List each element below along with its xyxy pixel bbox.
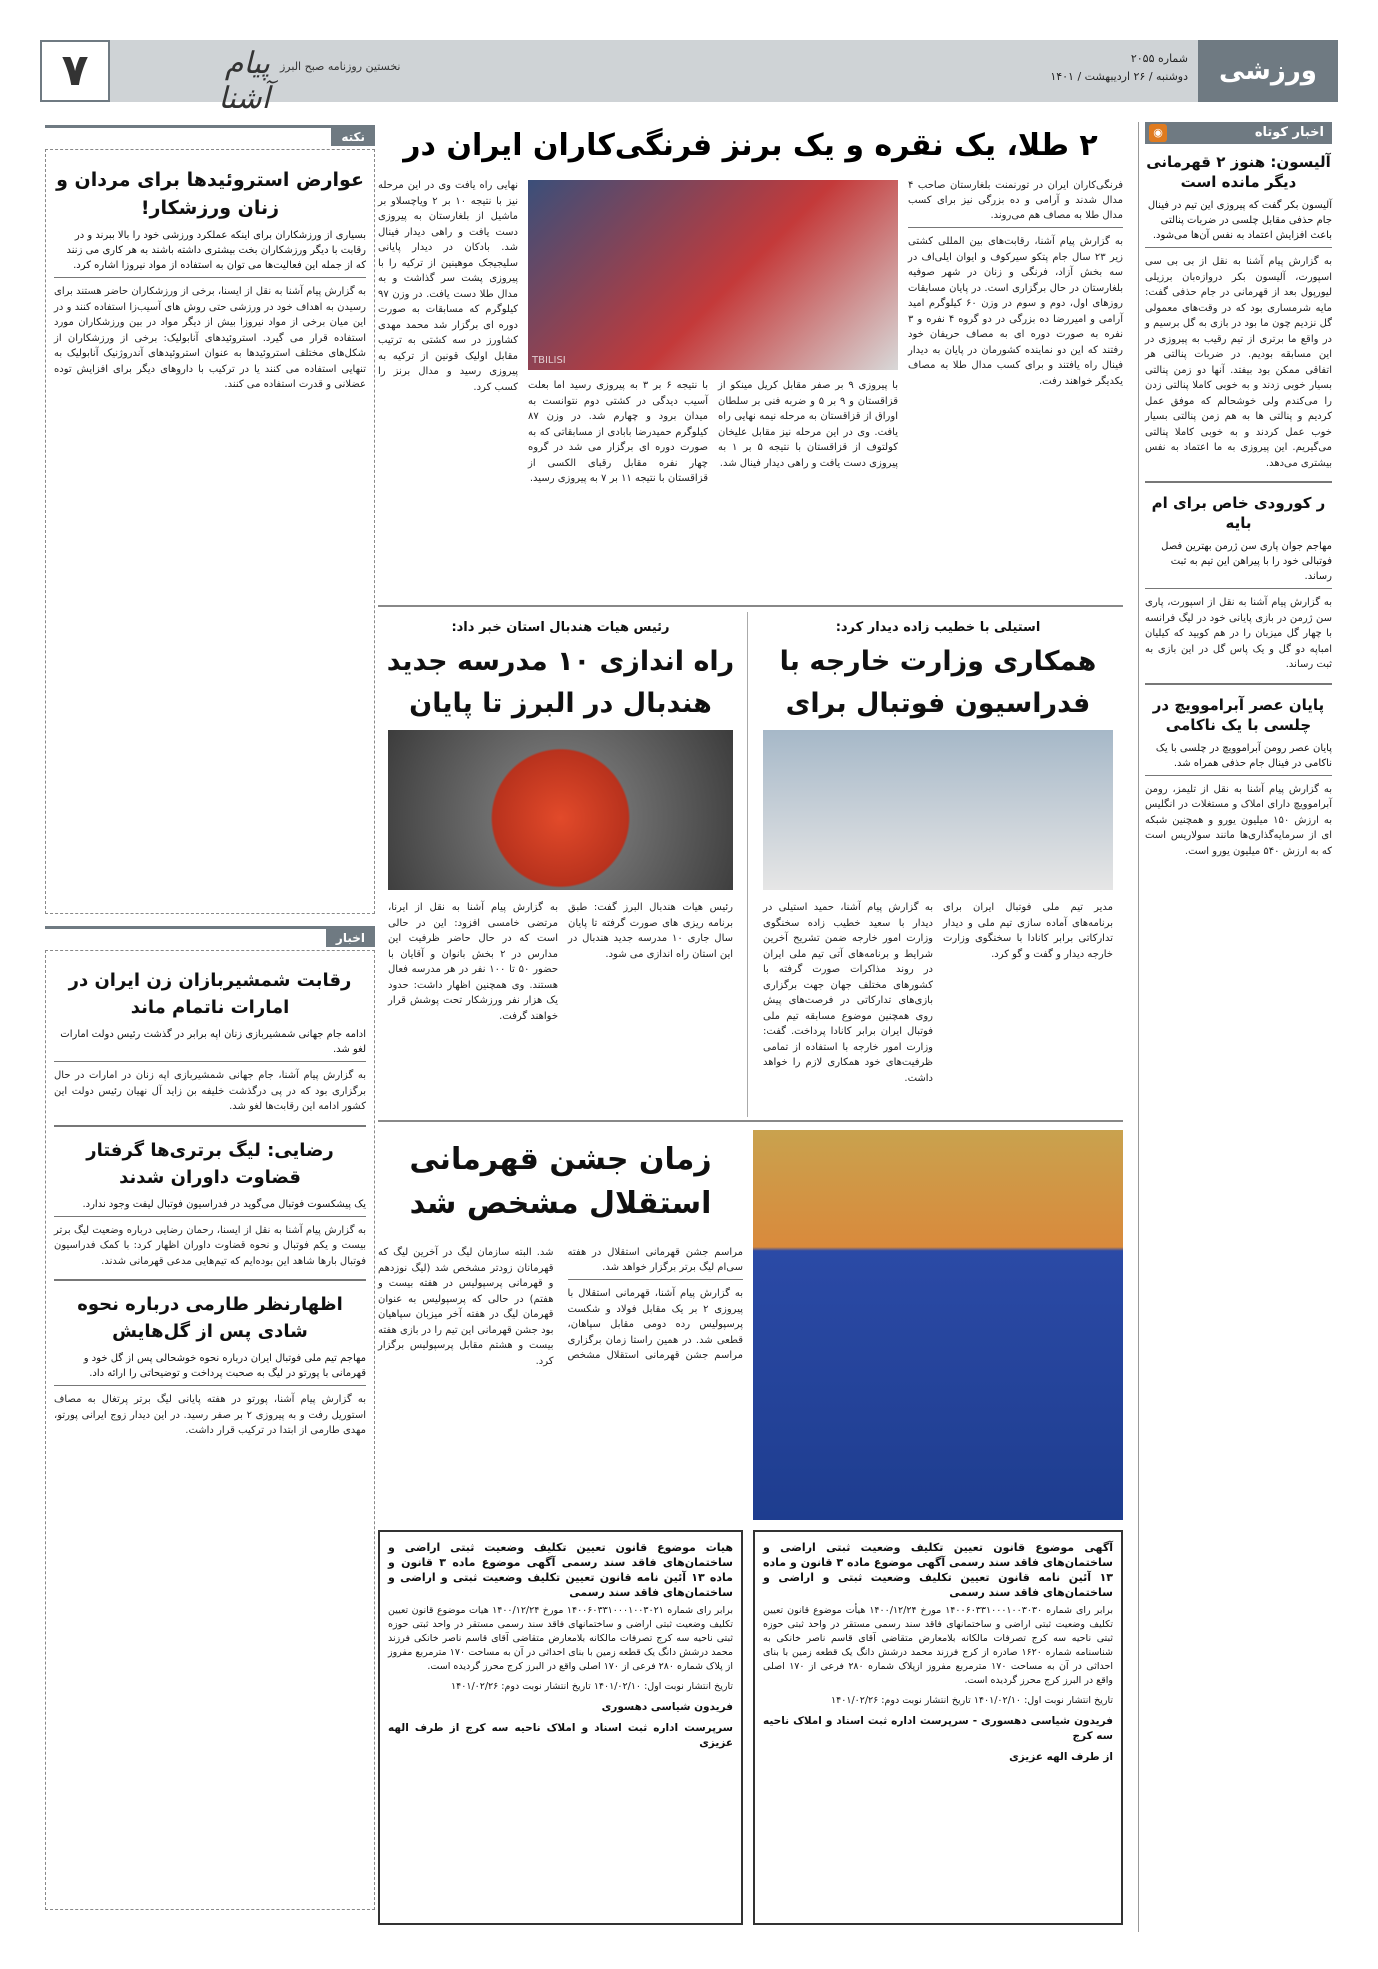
- news-lead: آلیسون بکر گفت که پیروزی این تیم در فینال جام حذفی مقابل چلسی در ضربات پنالتی باعث افزایش اعتماد به نفس آن‌ها می‌شود.: [1145, 198, 1332, 248]
- news-item: [54, 1291, 366, 1439]
- notice-dates: تاریخ انتشار نوبت اول: ۱۴۰۱/۰۲/۱۰ تاریخ انتشار نوبت دوم: ۱۴۰۱/۰۲/۲۶: [451, 1681, 733, 1692]
- news-headline: اظهارنظر طارمی درباره نحوه شادی پس از گل‌هایش: [77, 1294, 343, 1342]
- esteghlal-photo: [753, 1130, 1123, 1520]
- short-news-item: [1145, 152, 1332, 471]
- notice-signer-on-behalf: سرپرست اداره ثبت اسناد و املاک ناحیه سه کرج از طرف الهه عزیزی: [388, 1722, 733, 1749]
- handball-headline: راه اندازی ۱۰ مدرسه جدید هندبال در البرز تا پایان: [386, 646, 735, 719]
- masthead: [40, 40, 1338, 116]
- notice-dates: تاریخ انتشار نوبت اول: ۱۴۰۱/۰۲/۱۰ تاریخ انتشار نوبت دوم: ۱۴۰۱/۰۲/۲۶: [831, 1695, 1113, 1706]
- main-story-col4: نهایی راه یافت وی در این مرحله نیز با نتیجه ۱۰ بر ۲ ویاچسلاو بر ماشیل از بلغارستان به پیروزی دست یافت و راهی دیدار فینال شد. بادکان در دیدار پایانی سلیجیجک موهینین از ترکیه را با پیروزی پشت سر گذاشت و به مدال طلا دست یافت. در وزن ۹۷ کیلوگرم که مسابقات به صورت دوره ای برگزار شد محمد مهدی کشاورز در سه کشتی به ترتیب مقابل اولیک قونین از ترکیه به پیروزی رسید و مدال برنز را کسب کرد.: [378, 180, 518, 393]
- short-news-header: [1145, 122, 1332, 144]
- handball-body: به گزارش پیام آشنا به نقل از ایرنا، مرتضی خامسی افزود: این در حالی است که در حال حاضر ظرفیت این مدارس در ۲ بخش بانوان و آقایان با حضور ۵۰ تا ۱۰۰ نفر در هر مدرسه فعال هستند. وی همچنین اظهار داشت: حدود یک هزار نفر ورزشکار تحت پوشش قرار خواهند گرفت.: [388, 902, 559, 1022]
- esteghlal-headline: زمان جشن قهرمانی استقلال مشخص شد: [409, 1142, 712, 1221]
- news-body: به گزارش پیام آشنا به نقل از بی بی سی اسپورت، آلیسون بکر دروازه‌بان برزیلی لیورپول بعد از قهرمانی در جام حذفی گفت: مایه شرمساری بود که در وقت‌های معمولی گل نزدیم چون ما بود در بازی به گل برسیم و در واقع ما برتری از تیم رقیب به پیروزی در این مسابقه بودیم. در ضربات پنالتی هر اتفاقی ممکن بود بیفتد. آنها دو زمن پنالتی بسیار خوبی زدند و به خوبی کاملا پنالتی زدن را می‌کندم ولی خوشحالم که موفق عمل کردیم و پنالتی ها به هم زمن پنالتی بسیار خوب عمل کردند و به خوبی کاملا پنالتی می‌گیریم. این پیروزی به ما اعتماد به نفس بیشتری می‌دهد.: [1145, 256, 1332, 469]
- football-headline: همکاری وزارت خارجه با فدراسیون فوتبال برای: [779, 646, 1097, 719]
- news-headline: پایان عصر آبراموویچ در چلسی با یک ناکامی: [1152, 695, 1325, 734]
- news-lead: مهاجم جوان پاری سن ژرمن بهترین فصل فوتبالی خود را با پیراهن این تیم به ثبت رساند.: [1145, 539, 1332, 589]
- issue-info: [1050, 50, 1188, 86]
- news-lead: ادامه جام جهانی شمشیربازی زنان اپه برابر در گذشت رئیس دولت امارات لغو شد.: [54, 1027, 366, 1062]
- main-story-lead: فرنگی‌کاران ایران در تورنمنت بلغارستان صاحب ۴ مدال شدند و آرامی و ده بزرگی نیز برای کسب مدال طلا به مصاف هم می‌روند.: [908, 178, 1123, 228]
- news-body: به گزارش پیام آشنا، پورتو در هفته پایانی لیگ برتر پرتغال به مصاف استوریل رفت و به پیروزی ۲ بر صفر رسید. در این دیدار زوج ایرانی پورتو، مهدی طارمی از ابتدا در ترکیب قرار داشت.: [54, 1394, 366, 1436]
- divider: [54, 1125, 366, 1127]
- newspaper-tagline: نخستین روزنامه صبح البرز: [280, 60, 401, 73]
- notice-signer: فریدون شیاسی دهسوری: [601, 1701, 733, 1713]
- short-news-title: اخبار کوتاه: [1254, 125, 1324, 140]
- football-body: به گزارش پیام آشنا، حمید استیلی در دیدار با سعید خطیب زاده سخنگوی وزارت امور خارجه ضمن تشریح آخرین شرایط و برنامه‌های آتی تیم ملی ایران در روند مذاکرات صورت گرفته با کشورهای مختلف جهان جهت برگزاری بازی‌های تدارکاتی در فرصت‌های پیش روی همچنین موضوع مسابقه تیم ملی فوتبال ایران برابر کانادا پرداخت. گفت: وزارت امور خارجه با استفاده از تمامی ظرفیت‌های خود همکاری لازم را خواهد داشت.: [763, 902, 933, 1084]
- divider: [378, 605, 1123, 607]
- legal-notice: [753, 1530, 1123, 1925]
- main-headline: ۲ طلا، یک نقره و یک برنز فرنگی‌کاران ایران در: [403, 128, 1098, 163]
- handball-lead: رئیس هیات هندبال البرز گفت: طبق برنامه ریزی های صورت گرفته تا پایان سال جاری ۱۰ مدرسه جدید هندبال در این استان راه اندازی می شود.: [568, 902, 733, 960]
- main-story-body-a: به گزارش پیام آشنا، رقابت‌های بین المللی کشتی زیر ۲۳ سال جام پتکو سیرکوف و ایوان ایلی‌اف در سه بخش آزاد، فرنگی و زنان در شهر صوفیه بلغارستان در حال برگزاری است. در پایان مسابقات روزهای اول، دوم و سوم در وزن ۶۰ کیلوگرم امید آرامی و امیررضا ده بزرگی در دو گروه ۴ نفره و ۳ نفره به صورت دوره ای به مصاف حریفان خود رفتند که این دو نماینده کشورمان در پایان به دیدار فینال راه یافتند و برای کسب مدال طلا به مصاف یکدیگر خواهند رفت.: [908, 236, 1124, 387]
- news-headline: رقابت شمشیربازان زن ایران در امارات ناتمام ماند: [68, 970, 352, 1018]
- news-headline: رضایی: لیگ برتری‌ها گرفتار قضاوت داوران شدند: [86, 1139, 334, 1188]
- football-story: [753, 612, 1123, 1132]
- news-body: به گزارش پیام آشنا به نقل از ایسنا، رحمان رضایی درباره وضعیت لیگ برتر بیست و یکم فوتبال و نحوه قضاوت داوران اظهار کرد: با کمک فدراسیون فوتبال بارها شاهد این بوده‌ایم که تیم‌هایی مدعی قهرمانی شدند.: [54, 1224, 366, 1267]
- news-lead: پایان عصر رومن آبراموویچ در چلسی با یک ناکامی در فینال جام حذفی همراه شد.: [1145, 741, 1332, 776]
- short-news-column: [1138, 122, 1338, 1932]
- divider: [1145, 683, 1332, 685]
- esteghlal-text: [378, 1245, 743, 1520]
- news-body: به گزارش پیام آشنا به نقل از تلیمز، رومن آبراموویچ دارای املاک و مستغلات در انگلیس به ارزش ۱۵۰ میلیون یورو و همچنین شبکه ای از سرمایه‌گذاری‌ها مانند سولاریس است که به ارزش ۵۴۰ میلیون یورو است.: [1145, 783, 1332, 857]
- note-box: [45, 149, 375, 914]
- news-body: به گزارش پیام آشنا به نقل از اسپورت، پاری سن ژرمن در بازی پایانی خود در لیگ فرانسه با چهار گل میزبان را در هم کوبید که کیلیان امباپه دو گل و یک پاس گل در این بازی به ثبت رساند.: [1145, 597, 1332, 670]
- football-lead: مدیر تیم ملی فوتبال ایران برای برنامه‌های آماده سازی تیم ملی و دیدار تدارکاتی برابر کانادا با سخنگوی وزارت خارجه دیدار و گفت و گو کرد.: [943, 902, 1113, 960]
- main-story-col3: با نتیجه ۶ بر ۳ به پیروزی رسید اما بعلت آسیب دیدگی در کشتی دوم نتوانست به میدان برود و چهارم شد. در وزن ۸۷ کیلوگرم حمیدرضا بابادی از مسابقاتی که به صورت دوره ای برگزار می شد در گروه چهار نفره مقابل رقبای الکسی از قزاقستان با نتیجه ۱۱ بر ۷ به پیروزی رسید.: [528, 380, 708, 484]
- divider: [747, 612, 748, 1117]
- note-lead: بسیاری از ورزشکاران برای اینکه عملکرد ورزشی خود را بالا ببرند و در رقابت با دیگر ورزشکاران بخت بیشتری داشته باشند به هر کاری می زنند که از جمله این فعالیت‌ها می توان به استفاده از مواد نیروزا اشاره کرد.: [54, 228, 366, 278]
- handball-kicker: رئیس هیات هندبال استان خبر داد:: [451, 620, 670, 635]
- note-body: به گزارش پیام آشنا به نقل از ایسنا، برخی از ورزشکاران حاضر هستند برای رسیدن به اهداف خود در ورزشی حتی روش های آسیب‌زا استفاده کنند و در این میان برخی از مواد نیروزا بیش از دیگر مواد در بین ورزشکاران مورد استفاده قرار می گیرد. استروئیدهای آنابولیک: برخی از ورزشکاران از شکل‌های مختلف استروئیدها به عنوان استروئیدهای آندروژنیک آنابولیک به تنهایی استفاده می کنند یا در ترکیب با داروهای دیگر برای افزایش توده عضلانی و قدرت استفاده می کنند.: [54, 286, 366, 390]
- divider: [378, 1120, 1123, 1122]
- main-story-col2: با پیروزی ۹ بر صفر مقابل کریل مینکو از قزاقستان و ۹ بر ۵ و ضربه فنی بر سلطان اوراق از قزاقستان به مرحله نیمه نهایی راه یافت. وی در این مرحله نیز مقابل علیخان کولتوف از قزاقستان با نتیجه ۵ بر ۱ به پیروزی دست یافت و راهی دیدار فینال شد.: [718, 380, 898, 469]
- left-column: [45, 125, 375, 1935]
- issue-date: دوشنبه / ۲۶ اردیبهشت / ۱۴۰۱: [1050, 70, 1188, 83]
- news-item: [54, 1137, 366, 1270]
- divider: [1145, 481, 1332, 483]
- newspaper-logo: پیام آشنا: [218, 46, 270, 116]
- news-item: [54, 967, 366, 1115]
- news-header: [45, 926, 375, 950]
- legal-notice: [378, 1530, 743, 1925]
- notice-title: هیات موضوع قانون تعیین تکلیف وضعیت ثبتی اراضی و ساختمان‌های فاقد سند رسمی آگهی موضوع ماده ۳ قانون و ماده ۱۳ آئین نامه قانون تعیین تکلیف وضعیت ثبتی و اراضی و ساختمان‌های فاقد سند رسمی: [388, 1541, 734, 1599]
- wrestling-photo: [528, 180, 898, 370]
- note-header: [45, 125, 375, 149]
- notice-body: برابر رای شماره ۱۴۰۰۶۰۳۳۱۰۰۰۱۰۰۳۰۲۱ مورخ ۱۴۰۰/۱۲/۲۴ هیات موضوع قانون تعیین تکلیف وضعیت ثبتی اراضی و ساختمانهای فاقد سند رسمی مستقر در واحد ثبتی حوزه ثبتی ناحیه سه کرج تصرفات مالکانه بلامعارض متقاضی آقای قاسم ناصر خانکی فرزند محمد درشش دانگ یک قطعه زمین با بنای احداثی در آن به مساحت ۱۷۰ مترمربع مفروز از پلاک شماره ۲۸۰ فرعی از ۱۷۰ اصلی واقع در البرز کرج محرز گردیده است.: [388, 1605, 733, 1672]
- rss-icon: ◉: [1149, 124, 1167, 142]
- short-news-item: [1145, 493, 1332, 673]
- notice-signer-on-behalf: از طرف الهه عزیزی: [1009, 1751, 1113, 1763]
- news-tab: اخبار: [326, 929, 375, 947]
- news-lead: مهاجم تیم ملی فوتبال ایران درباره نحوه خوشحالی پس از گل خود و قهرمانی با پورتو در لیگ به صحبت پرداخت و توضیحاتی را ارائه داد.: [54, 1351, 366, 1386]
- notice-body: برابر رای شماره ۱۴۰۰۶۰۳۳۱۰۰۰۱۰۰۳۰۳۰ مورخ ۱۴۰۰/۱۲/۲۴ هیأت موضوع قانون تعیین تکلیف وضعیت ثبتی اراضی و ساختمانهای فاقد سند رسمی مستقر در واحد ثبتی حوزه ثبتی ناحیه سه کرج تصرفات مالکانه بلامعارض متقاضی آقای قاسم ناصر خانکی به شناسنامه شماره ۱۶۲۰ صادره از کرج فرزند محمد درشش دانگ یک قطعه زمین با بنای احداثی در آن به مساحت ۱۷۰ مترمربع مفروز ازپلاک شماره ۲۸۰ فرعی از ۱۷۰ اصلی واقع در البرز کرج محرز گردیده است.: [763, 1605, 1114, 1686]
- notice-title: آگهی موضوع قانون تعیین تکلیف وضعیت ثبتی اراضی و ساختمان‌های فاقد سند رسمی آگهی موضوع ماده ۳ قانون و ماده ۱۳ آئین نامه قانون تعیین تکلیف وضعیت ثبتی و اراضی و ساختمان‌های فاقد سند رسمی: [763, 1541, 1113, 1599]
- football-kicker: استیلی با خطیب زاده دیدار کرد:: [835, 620, 1041, 635]
- esteghlal-lead: مراسم جشن قهرمانی استقلال در هفته سی‌ام لیگ برتر برگزار خواهد شد.: [568, 1245, 744, 1280]
- section-title: ورزشی: [1198, 40, 1338, 102]
- news-headline: آلیسون: هنوز ۲ قهرمانی دیگر مانده است: [1146, 153, 1331, 191]
- issue-number: شماره ۲۰۵۵: [1130, 52, 1188, 65]
- main-story-col1: [908, 178, 1123, 598]
- handball-photo: [388, 730, 733, 890]
- news-body: به گزارش پیام آشنا، جام جهانی شمشیربازی اپه زنان در امارات در حال برگزاری بود که در پی درگذشت خلیفه بن زاید آل نهیان رئیس دولت این کشور ادامه این رقابت‌ها لغو شد.: [54, 1070, 366, 1112]
- handball-story: [378, 612, 743, 1132]
- note-headline: عوارض استروئیدها برای مردان و زنان ورزشکار!: [56, 169, 364, 219]
- news-box: [45, 950, 375, 1910]
- note-tab: نکته: [331, 128, 375, 146]
- photo-label: TBILISI: [532, 355, 566, 366]
- meeting-photo: [763, 730, 1113, 890]
- page-number: ۷: [40, 40, 110, 102]
- esteghlal-body: به گزارش پیام آشنا، قهرمانی استقلال با پیروزی ۲ بر یک مقابل فولاد و شکست پرسپولیس رده دومی مقابل سپاهان، قطعی شد. در همین راستا زمان برگزاری مراسم جشن قهرمانی استقلال مشخص شد. البته سازمان لیگ در آخرین لیگ که قهرمانان زودتر مشخص شد (لیگ نوزدهم و قهرمانی پرسپولیس در هفته بیست و هفتم) در حالی که پرسپولیس به عنوان قهرمان لیگ در هفته آخر میزبان سپاهیان بود جشن قهرمانی این تیم را در بازی هفته بیست و هشتم مقابل پرسپولیس برگزار کرد.: [378, 1247, 744, 1367]
- divider: [54, 1279, 366, 1281]
- notice-signer: فریدون شیاسی دهسوری - سرپرست اداره ثبت اسناد و املاک ناحیه سه کرج: [763, 1715, 1113, 1742]
- news-lead: یک پیشکسوت فوتبال می‌گوید در فدراسیون فوتبال لیفت وجود ندارد.: [54, 1197, 366, 1217]
- short-news-item: [1145, 695, 1332, 860]
- news-headline: ر کورودی خاص برای ام بایه: [1151, 494, 1326, 532]
